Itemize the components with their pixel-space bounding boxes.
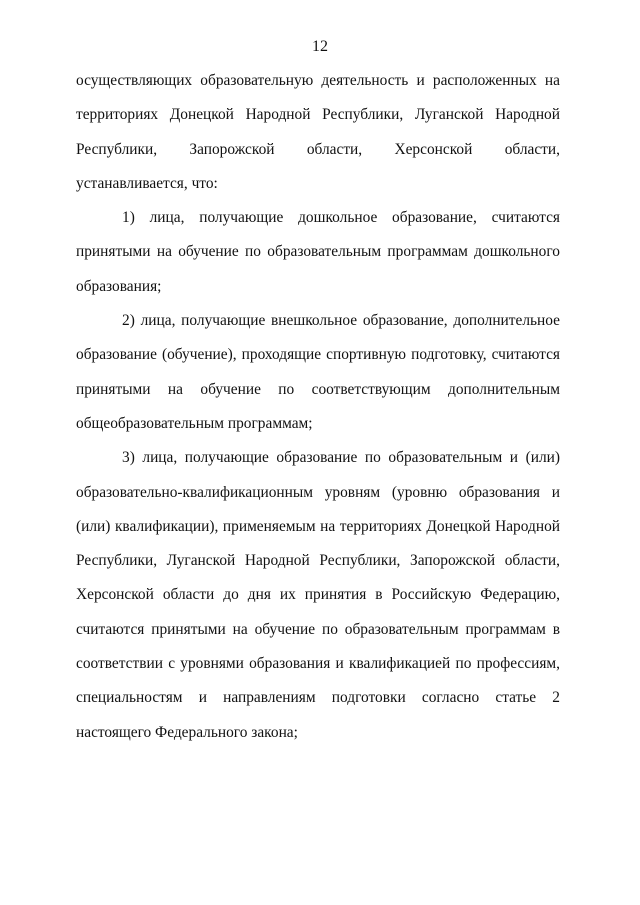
document-body [76, 64, 560, 750]
paragraph-item-3: 3) лица, получающие образование по образовательным и (или) образовательно-квалификационным уровням (уровню образования и (или) квалификации), применяемым на территориях Донецкой Народной Республики, Луганской Народной Республики, Запорожской области, Херсонской области до дня их принятия в Российскую Федерацию, считаются принятыми на обучение по образовательным программам в соответствии с уровнями образования и квалификацией по профессиям, специальностям и направлениям подготовки согласно статье 2 настоящего Федерального закона; [76, 449, 560, 741]
paragraph-intro: осуществляющих образовательную деятельность и расположенных на территориях Донецкой Народной Республики, Луганской Народной Республики, Запорожской области, Херсонской области, устанавливается, что: [76, 72, 560, 192]
paragraph-item-1: 1) лица, получающие дошкольное образование, считаются принятыми на обучение по образовательным программам дошкольного образования; [76, 209, 560, 295]
page-number: 12 [312, 38, 328, 55]
paragraph-item-2: 2) лица, получающие внешкольное образование, дополнительное образование (обучение), проходящие спортивную подготовку, считаются принятыми на обучение по соответствующим дополнительным общеобразовательным программам; [76, 312, 560, 432]
